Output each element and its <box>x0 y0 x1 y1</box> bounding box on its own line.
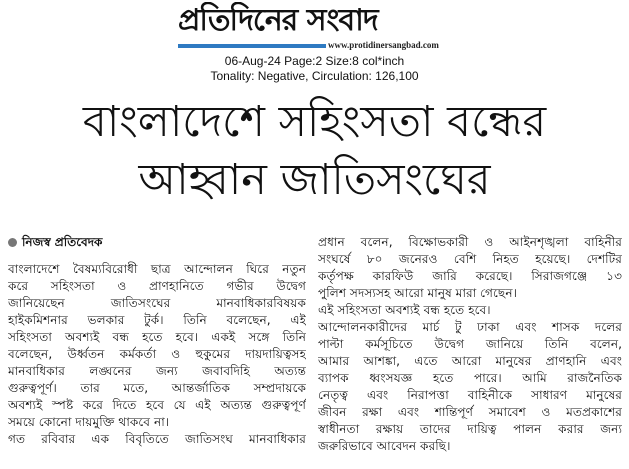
article-column-left <box>8 234 306 466</box>
logo-underline-bar <box>178 44 326 48</box>
body-line: সহিংসতা অবশ্যই বন্ধ হতে হবে। একই সঙ্গে তিনি <box>8 330 306 344</box>
body-line: জীবন রক্ষা এবং শান্তিপূর্ণ সমাবেশ ও মতপ্রকাশের <box>318 405 622 419</box>
newspaper-logo: প্রতিদিনের সংবাদ <box>178 3 378 38</box>
article-headline <box>0 94 629 218</box>
body-line: সময়ে কোনো দায়মুক্তি থাকবে না। <box>8 415 170 429</box>
bullet-icon <box>8 238 17 247</box>
body-line: আন্দোলনকারীদের মার্চ টু ঢাকা এবং শাসক দলের <box>318 320 622 334</box>
body-line: পাল্টা কর্মসূচিতে উদ্বেগ জানিয়ে তিনি বলেন, <box>318 337 622 351</box>
body-line: জানিয়েছেন জাতিসংঘের মানবাধিকারবিষয়ক <box>8 296 306 310</box>
article-column-right <box>318 234 622 466</box>
masthead <box>0 0 629 92</box>
body-line: সংঘর্ষে ৮০ জনেরও বেশি নিহত হয়েছে। দেশটির <box>318 252 622 266</box>
body-line: বাংলাদেশে বৈষম্যবিরোধী ছাত্র আন্দোলন ঘিরে নতুন <box>8 262 306 276</box>
body-line: করে সহিংসতা ও প্রাণহানিতে গভীর উদ্বেগ <box>8 279 306 293</box>
body-line: পুলিশ সদস্যসহ আরো মানুষ মারা গেছেন। <box>318 286 517 300</box>
body-line: আমার আশঙ্কা, এতে আরো মানুষের প্রাণহানি এবং <box>318 354 622 368</box>
headline-line: বাংলাদেশে সহিংসতা বন্ধের <box>82 97 547 147</box>
body-line: জরুরিভাবে আবেদন করছি। <box>318 439 451 453</box>
body-line: অবশ্যই স্পষ্ট করে দিতে হবে যে এই অত্যন্ত গুরুত্বপূর্ণ <box>8 398 306 412</box>
body-line: কর্তৃপক্ষ কারফিউ জারি করেছে। সিরাজগঞ্জে ১৩ <box>318 269 622 283</box>
edition-info: 06-Aug-24 Page:2 Size:8 col*inch <box>224 54 405 68</box>
body-line: নেতৃত্ব এবং নিরাপত্তা বাহিনীকে সাধারণ মানুষের <box>318 388 622 402</box>
body-line: ব্যাপক ধ্বংসযজ্ঞ হতে পারে। আমি রাজনৈতিক <box>318 371 622 385</box>
body-line: প্রধান বলেন, বিক্ষোভকারী ও আইনশৃঙ্খলা বাহিনীর <box>318 235 622 249</box>
tonality-info: Tonality: Negative, Circulation: 126,100 <box>210 69 419 83</box>
site-url: www.protidinersangbad.com <box>328 40 439 50</box>
byline-text: নিজস্ব প্রতিবেদক <box>22 235 103 249</box>
body-line: মানবাধিকার লঙ্ঘনের জন্য জবাবদিহি অত্যন্ত <box>8 364 306 378</box>
body-line: হাইকমিশনার ভলকার টুর্ক। তিনি বলেছেন, এই <box>8 313 306 327</box>
byline <box>8 234 306 251</box>
body-line: গত রবিবার এক বিবৃতিতে জাতিসংঘ মানবাধিকার <box>8 432 306 446</box>
body-line: বলেছেন, উর্ধ্বতন কর্মকর্তা ও হুকুমের দায়দায়িত্বসহ <box>8 347 306 361</box>
body-line: স্বাধীনতা রক্ষায় তাদের দায়িত্ব পালন করার জন্য <box>318 422 622 436</box>
headline-line: আহ্বান জাতিসংঘের <box>138 155 491 205</box>
body-line: গুরুত্বপূর্ণ। তার মতে, আন্তর্জাতিক সম্প্রদায়কে <box>8 381 306 395</box>
body-line: এই সহিংসতা অবশ্যই বন্ধ হতে হবে। <box>318 303 491 317</box>
